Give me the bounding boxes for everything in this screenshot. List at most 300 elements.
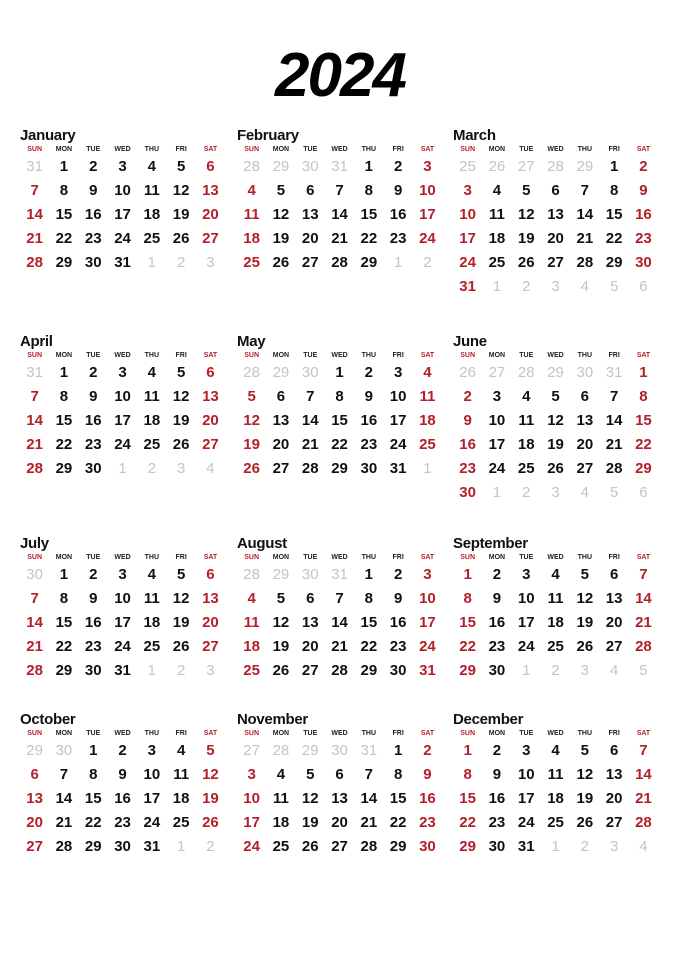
day-cell: 13 xyxy=(272,412,290,429)
day-cell: 3 xyxy=(247,766,256,783)
day-cell: 5 xyxy=(276,182,286,199)
weekday-label: MON xyxy=(488,352,506,359)
day-cell: 29 xyxy=(389,838,407,855)
weekday-label: SUN xyxy=(244,146,260,153)
day-cell: 30 xyxy=(114,838,131,855)
day-cell: 25 xyxy=(172,814,190,831)
weekday-label: TUE xyxy=(86,554,101,561)
day-cell: 6 xyxy=(206,566,215,583)
day-cell: 29 xyxy=(84,838,102,855)
week-row xyxy=(20,361,230,385)
weekday-label: MON xyxy=(488,730,506,737)
day-cell: 25 xyxy=(243,662,260,679)
week-row xyxy=(237,835,447,859)
day-cell: 19 xyxy=(172,614,190,631)
day-cell: 20 xyxy=(605,614,623,631)
day-cell: 11 xyxy=(489,206,505,223)
day-cell: 15 xyxy=(389,790,407,807)
day-cell: 5 xyxy=(522,182,531,199)
week-row xyxy=(453,787,663,811)
day-cell: 2 xyxy=(118,742,127,759)
day-cell: 25 xyxy=(243,254,260,271)
day-cell: 7 xyxy=(639,742,648,759)
day-cell: 14 xyxy=(55,790,73,807)
week-row xyxy=(20,811,230,835)
day-cell: 16 xyxy=(488,790,506,807)
day-cell: 21 xyxy=(26,638,43,655)
day-cell: 8 xyxy=(463,766,472,783)
day-cell: 8 xyxy=(59,388,69,405)
day-cell-other-month: 4 xyxy=(639,838,648,855)
day-cell: 6 xyxy=(609,566,619,583)
weekday-label: MON xyxy=(55,146,73,153)
week-row xyxy=(20,611,230,635)
day-cell: 28 xyxy=(576,254,594,271)
day-cell: 23 xyxy=(389,230,407,247)
weekday-label: TUE xyxy=(519,352,534,359)
day-cell: 20 xyxy=(605,790,623,807)
day-cell: 6 xyxy=(609,742,619,759)
day-cell: 13 xyxy=(301,206,319,223)
day-cell: 26 xyxy=(517,254,535,271)
week-row xyxy=(453,433,663,457)
day-cell: 3 xyxy=(423,566,432,583)
day-cell-other-month: 6 xyxy=(639,484,648,501)
day-cell: 22 xyxy=(84,814,102,831)
day-cell: 16 xyxy=(635,206,652,223)
day-cell: 22 xyxy=(360,638,378,655)
day-cell: 21 xyxy=(26,436,43,453)
day-cell: 9 xyxy=(393,182,403,199)
day-cell: 21 xyxy=(576,230,594,247)
day-cell: 26 xyxy=(576,638,594,655)
weekday-label: SAT xyxy=(636,146,651,153)
day-cell: 18 xyxy=(143,412,161,429)
day-cell: 14 xyxy=(576,206,594,223)
day-cell: 23 xyxy=(114,814,131,831)
week-row xyxy=(453,203,663,227)
day-cell: 29 xyxy=(55,460,73,477)
day-cell: 22 xyxy=(55,436,73,453)
day-cell: 12 xyxy=(172,590,190,607)
day-cell: 3 xyxy=(522,742,531,759)
weekday-label: MON xyxy=(272,352,290,359)
day-cell: 27 xyxy=(272,460,290,477)
day-cell: 22 xyxy=(360,230,378,247)
day-cell: 18 xyxy=(419,412,436,429)
day-cell: 21 xyxy=(301,436,319,453)
day-cell: 2 xyxy=(423,742,432,759)
day-cell: 24 xyxy=(517,814,535,831)
day-cell: 1 xyxy=(393,742,403,759)
day-cell-other-month: 2 xyxy=(580,838,589,855)
day-cell: 19 xyxy=(172,412,190,429)
day-cell-other-month: 4 xyxy=(609,662,619,679)
day-cell: 28 xyxy=(26,460,43,477)
day-cell: 7 xyxy=(580,182,589,199)
day-cell: 12 xyxy=(202,766,219,783)
day-cell-other-month: 5 xyxy=(609,278,619,295)
weekday-header xyxy=(453,553,663,563)
weekday-header xyxy=(237,553,447,563)
weekday-label: WED xyxy=(547,730,564,737)
day-cell: 9 xyxy=(492,766,502,783)
weekday-header xyxy=(20,145,230,155)
day-cell: 1 xyxy=(364,566,373,583)
day-cell: 1 xyxy=(59,158,69,175)
weekday-label: WED xyxy=(331,554,348,561)
weekday-label: SUN xyxy=(244,730,260,737)
day-cell: 14 xyxy=(635,766,652,783)
day-cell-other-month: 31 xyxy=(360,742,378,759)
day-cell: 18 xyxy=(517,436,535,453)
day-cell: 22 xyxy=(389,814,407,831)
week-row xyxy=(237,179,447,203)
day-cell: 17 xyxy=(517,790,535,807)
day-cell: 23 xyxy=(84,436,102,453)
day-cell: 3 xyxy=(423,158,432,175)
month-name: May xyxy=(237,333,266,350)
week-row xyxy=(237,739,447,763)
weekday-label: FRI xyxy=(175,352,187,359)
day-cell: 20 xyxy=(576,436,594,453)
day-cell: 23 xyxy=(635,230,652,247)
week-row xyxy=(453,179,663,203)
weekday-label: TUE xyxy=(519,730,534,737)
day-cell: 11 xyxy=(173,766,190,783)
day-cell: 30 xyxy=(84,254,102,271)
weekday-label: MON xyxy=(55,730,73,737)
day-cell-other-month: 30 xyxy=(301,158,319,175)
day-cell: 23 xyxy=(360,436,378,453)
day-cell: 12 xyxy=(576,590,594,607)
day-cell: 24 xyxy=(459,254,476,271)
day-cell: 27 xyxy=(202,230,219,247)
week-row xyxy=(20,739,230,763)
day-cell: 23 xyxy=(419,814,436,831)
day-cell: 19 xyxy=(547,436,564,453)
day-cell: 25 xyxy=(143,230,161,247)
week-row xyxy=(237,587,447,611)
day-cell-other-month: 31 xyxy=(26,158,43,175)
day-cell: 18 xyxy=(143,206,161,223)
day-cell: 7 xyxy=(30,388,39,405)
day-cell: 5 xyxy=(551,388,560,405)
day-cell: 15 xyxy=(459,614,476,631)
day-cell: 28 xyxy=(331,662,348,679)
day-cell: 15 xyxy=(605,206,623,223)
weekday-label: SUN xyxy=(27,730,43,737)
weekday-label: TUE xyxy=(303,146,318,153)
day-cell: 22 xyxy=(605,230,623,247)
day-cell: 29 xyxy=(55,662,73,679)
day-cell: 31 xyxy=(143,838,161,855)
day-cell: 5 xyxy=(206,742,215,759)
day-cell: 26 xyxy=(243,460,260,477)
day-cell: 12 xyxy=(272,206,290,223)
day-cell: 19 xyxy=(272,638,290,655)
day-cell: 23 xyxy=(488,638,506,655)
weekday-label: SAT xyxy=(420,352,435,359)
day-cell-other-month: 31 xyxy=(26,364,43,381)
day-cell: 4 xyxy=(247,182,256,199)
day-cell: 20 xyxy=(272,436,290,453)
day-cell: 24 xyxy=(488,460,506,477)
day-cell: 13 xyxy=(576,412,594,429)
day-cell-other-month: 1 xyxy=(423,460,432,477)
weekday-label: WED xyxy=(331,146,348,153)
day-cell: 24 xyxy=(419,230,436,247)
weekday-label: SUN xyxy=(460,554,476,561)
week-row xyxy=(453,227,663,251)
week-row xyxy=(237,385,447,409)
day-cell: 16 xyxy=(389,614,407,631)
week-row xyxy=(20,155,230,179)
day-cell: 7 xyxy=(59,766,69,783)
day-cell: 25 xyxy=(143,436,161,453)
weekday-label: TUE xyxy=(519,146,534,153)
day-cell: 16 xyxy=(84,206,102,223)
day-cell: 4 xyxy=(147,158,156,175)
day-cell: 13 xyxy=(202,388,219,405)
day-cell: 14 xyxy=(360,790,378,807)
day-cell: 9 xyxy=(393,590,403,607)
day-cell: 19 xyxy=(272,230,290,247)
day-cell-other-month: 29 xyxy=(26,742,43,759)
day-cell: 9 xyxy=(89,388,98,405)
weekday-label: TUE xyxy=(303,730,318,737)
day-cell: 17 xyxy=(517,614,535,631)
day-cell: 22 xyxy=(459,638,476,655)
day-cell: 22 xyxy=(331,436,348,453)
day-cell: 21 xyxy=(26,230,43,247)
day-cell-other-month: 2 xyxy=(551,662,560,679)
week-row xyxy=(453,481,663,505)
day-cell: 27 xyxy=(301,662,319,679)
day-cell: 2 xyxy=(89,158,98,175)
day-cell-other-month: 2 xyxy=(206,838,215,855)
month-march xyxy=(453,127,663,299)
week-row xyxy=(20,227,230,251)
weekday-header xyxy=(237,729,447,739)
day-cell: 29 xyxy=(360,662,378,679)
day-cell: 4 xyxy=(551,742,560,759)
day-cell-other-month: 29 xyxy=(272,158,290,175)
day-cell-other-month: 1 xyxy=(492,278,502,295)
day-cell: 3 xyxy=(522,566,531,583)
day-cell-other-month: 4 xyxy=(580,278,589,295)
weekday-label: TUE xyxy=(303,352,318,359)
day-cell: 16 xyxy=(459,436,476,453)
day-cell: 23 xyxy=(389,638,407,655)
week-row xyxy=(237,635,447,659)
day-cell: 25 xyxy=(419,436,436,453)
day-cell: 8 xyxy=(393,766,403,783)
day-cell: 10 xyxy=(114,590,131,607)
day-cell-other-month: 1 xyxy=(492,484,502,501)
day-cell: 26 xyxy=(272,662,290,679)
day-cell: 15 xyxy=(84,790,102,807)
day-cell: 19 xyxy=(243,436,260,453)
weekday-label: TUE xyxy=(86,146,101,153)
day-cell: 1 xyxy=(59,566,69,583)
day-cell: 20 xyxy=(202,206,219,223)
day-cell: 9 xyxy=(639,182,648,199)
week-row xyxy=(453,739,663,763)
week-row xyxy=(237,611,447,635)
day-cell: 2 xyxy=(492,566,502,583)
day-cell-other-month: 1 xyxy=(118,460,127,477)
day-cell: 1 xyxy=(463,742,472,759)
day-cell: 13 xyxy=(202,182,219,199)
week-row xyxy=(237,457,447,481)
day-cell: 5 xyxy=(276,590,286,607)
day-cell: 13 xyxy=(331,790,348,807)
day-cell: 21 xyxy=(55,814,73,831)
day-cell: 12 xyxy=(243,412,260,429)
day-cell: 28 xyxy=(55,838,73,855)
day-cell: 19 xyxy=(301,814,319,831)
day-cell: 30 xyxy=(84,662,102,679)
day-cell-other-month: 3 xyxy=(176,460,186,477)
day-cell: 8 xyxy=(335,388,344,405)
day-cell: 1 xyxy=(335,364,344,381)
day-cell: 15 xyxy=(331,412,348,429)
day-cell: 18 xyxy=(172,790,190,807)
day-cell: 29 xyxy=(635,460,652,477)
day-cell: 5 xyxy=(247,388,256,405)
weekday-label: SAT xyxy=(636,352,651,359)
day-cell: 12 xyxy=(272,614,290,631)
day-cell: 16 xyxy=(84,412,102,429)
day-cell: 29 xyxy=(605,254,623,271)
day-cell: 1 xyxy=(89,742,98,759)
day-cell-other-month: 31 xyxy=(605,364,623,381)
weekday-label: SAT xyxy=(203,146,218,153)
day-cell: 5 xyxy=(580,742,589,759)
day-cell: 22 xyxy=(635,436,652,453)
weekday-label: THU xyxy=(577,730,593,737)
month-name: October xyxy=(20,711,76,728)
month-september xyxy=(453,535,663,683)
week-row xyxy=(237,787,447,811)
day-cell: 28 xyxy=(301,460,319,477)
day-cell-other-month: 2 xyxy=(522,484,531,501)
day-cell-other-month: 1 xyxy=(522,662,531,679)
weekday-label: SAT xyxy=(203,352,218,359)
weekday-label: THU xyxy=(577,352,593,359)
month-name: July xyxy=(20,535,49,552)
day-cell: 21 xyxy=(360,814,378,831)
day-cell-other-month: 2 xyxy=(176,254,186,271)
month-name: January xyxy=(20,127,76,144)
day-cell: 21 xyxy=(331,638,348,655)
day-cell: 7 xyxy=(639,566,648,583)
day-cell: 11 xyxy=(273,790,289,807)
week-row xyxy=(237,763,447,787)
day-cell: 10 xyxy=(114,388,131,405)
day-cell-other-month: 30 xyxy=(576,364,594,381)
day-cell: 6 xyxy=(335,766,344,783)
month-january xyxy=(20,127,230,275)
day-cell: 4 xyxy=(551,566,560,583)
day-cell: 27 xyxy=(301,254,319,271)
day-cell: 30 xyxy=(84,460,102,477)
day-cell: 20 xyxy=(202,614,219,631)
day-cell: 12 xyxy=(547,412,564,429)
day-cell: 16 xyxy=(84,614,102,631)
week-row xyxy=(237,203,447,227)
month-name: March xyxy=(453,127,496,144)
day-cell: 19 xyxy=(576,614,594,631)
week-row xyxy=(237,811,447,835)
weekday-label: SUN xyxy=(27,352,43,359)
week-row xyxy=(20,385,230,409)
day-cell: 9 xyxy=(89,590,98,607)
day-cell: 11 xyxy=(518,412,535,429)
day-cell: 25 xyxy=(272,838,290,855)
week-row xyxy=(453,155,663,179)
day-cell: 16 xyxy=(488,614,506,631)
day-cell: 5 xyxy=(176,566,186,583)
day-cell: 9 xyxy=(118,766,127,783)
week-row xyxy=(453,835,663,859)
week-row xyxy=(20,203,230,227)
day-cell: 7 xyxy=(335,590,344,607)
day-cell: 3 xyxy=(492,388,502,405)
day-cell-other-month: 30 xyxy=(55,742,73,759)
day-cell: 1 xyxy=(609,158,619,175)
day-cell: 14 xyxy=(301,412,319,429)
week-row xyxy=(20,763,230,787)
day-cell-other-month: 25 xyxy=(459,158,476,175)
day-cell: 19 xyxy=(576,790,594,807)
day-cell: 26 xyxy=(202,814,219,831)
day-cell-other-month: 30 xyxy=(301,364,319,381)
day-cell-other-month: 3 xyxy=(206,254,215,271)
day-cell: 4 xyxy=(276,766,286,783)
day-cell: 27 xyxy=(26,838,43,855)
day-cell: 13 xyxy=(547,206,564,223)
day-cell: 21 xyxy=(605,436,623,453)
week-row xyxy=(20,835,230,859)
week-row xyxy=(237,251,447,275)
day-cell: 6 xyxy=(30,766,39,783)
day-cell: 7 xyxy=(335,182,344,199)
day-cell: 23 xyxy=(84,638,102,655)
day-cell: 25 xyxy=(547,814,564,831)
day-cell: 14 xyxy=(26,412,43,429)
day-cell: 28 xyxy=(331,254,348,271)
weekday-label: SUN xyxy=(460,352,476,359)
month-december xyxy=(453,711,663,859)
day-cell: 24 xyxy=(114,230,131,247)
day-cell: 2 xyxy=(364,364,373,381)
weekday-label: FRI xyxy=(608,730,620,737)
day-cell-other-month: 1 xyxy=(147,662,156,679)
day-cell: 12 xyxy=(172,182,190,199)
weekday-header xyxy=(237,351,447,361)
week-row xyxy=(453,275,663,299)
day-cell: 1 xyxy=(364,158,373,175)
day-cell: 7 xyxy=(609,388,619,405)
day-cell: 31 xyxy=(114,254,131,271)
day-cell: 19 xyxy=(517,230,535,247)
day-cell: 27 xyxy=(605,814,623,831)
day-cell: 24 xyxy=(243,838,260,855)
day-cell: 11 xyxy=(547,766,564,783)
day-cell: 8 xyxy=(59,590,69,607)
